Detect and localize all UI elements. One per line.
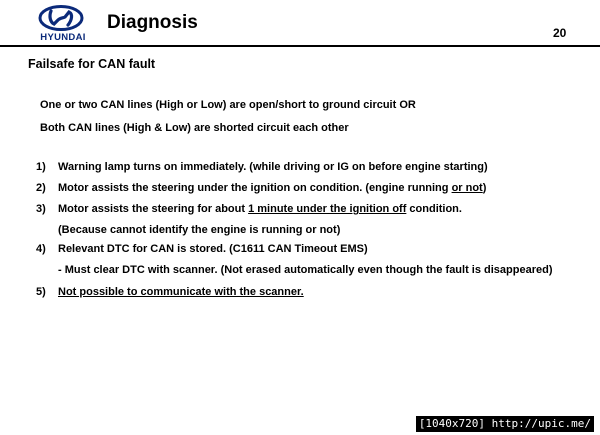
- list-item: [58, 182, 486, 194]
- hyundai-logo: [28, 5, 94, 45]
- slide-header: [0, 0, 600, 48]
- list-item: Relevant DTC for CAN is stored. (C1611 CAN Timeout EMS): [58, 243, 368, 255]
- item-number: 3): [36, 203, 46, 215]
- item-text-post: ): [482, 182, 487, 194]
- logo-wordmark: HYUNDAI: [40, 32, 86, 43]
- list-item: Warning lamp turns on immediately. (while driving or IG on before engine starting): [58, 161, 488, 173]
- item-number: 1): [36, 161, 46, 173]
- page-number: 20: [553, 26, 567, 40]
- underlined-text: 1 minute under the ignition off: [248, 203, 407, 215]
- item-number: 4): [36, 243, 46, 255]
- item-number: 5): [36, 286, 46, 298]
- list-item-continuation: - Must clear DTC with scanner. (Not erased automatically even though the fault is disappeared): [58, 264, 553, 276]
- section-heading: Failsafe for CAN fault: [28, 57, 156, 71]
- underlined-text: or not: [451, 182, 483, 194]
- page-title: Diagnosis: [107, 12, 198, 33]
- list-item: [58, 203, 462, 215]
- list-item: [58, 286, 304, 298]
- image-watermark: [1040x720] http://upic.me/: [416, 416, 594, 432]
- condition-line: One or two CAN lines (High or Low) are open/short to ground circuit OR: [40, 99, 416, 111]
- item-text-post: condition.: [406, 203, 462, 215]
- item-text-pre: Motor assists the steering under the ignition on condition. (engine running: [58, 182, 452, 194]
- underlined-text: Not possible to communicate with the scanner.: [58, 286, 304, 298]
- condition-line: Both CAN lines (High & Low) are shorted circuit each other: [40, 122, 349, 134]
- item-number: 2): [36, 182, 46, 194]
- hyundai-emblem-icon: [38, 5, 84, 31]
- item-text-pre: Motor assists the steering for about: [58, 203, 249, 215]
- list-item-continuation: (Because cannot identify the engine is running or not): [58, 224, 341, 236]
- header-divider: [0, 45, 600, 47]
